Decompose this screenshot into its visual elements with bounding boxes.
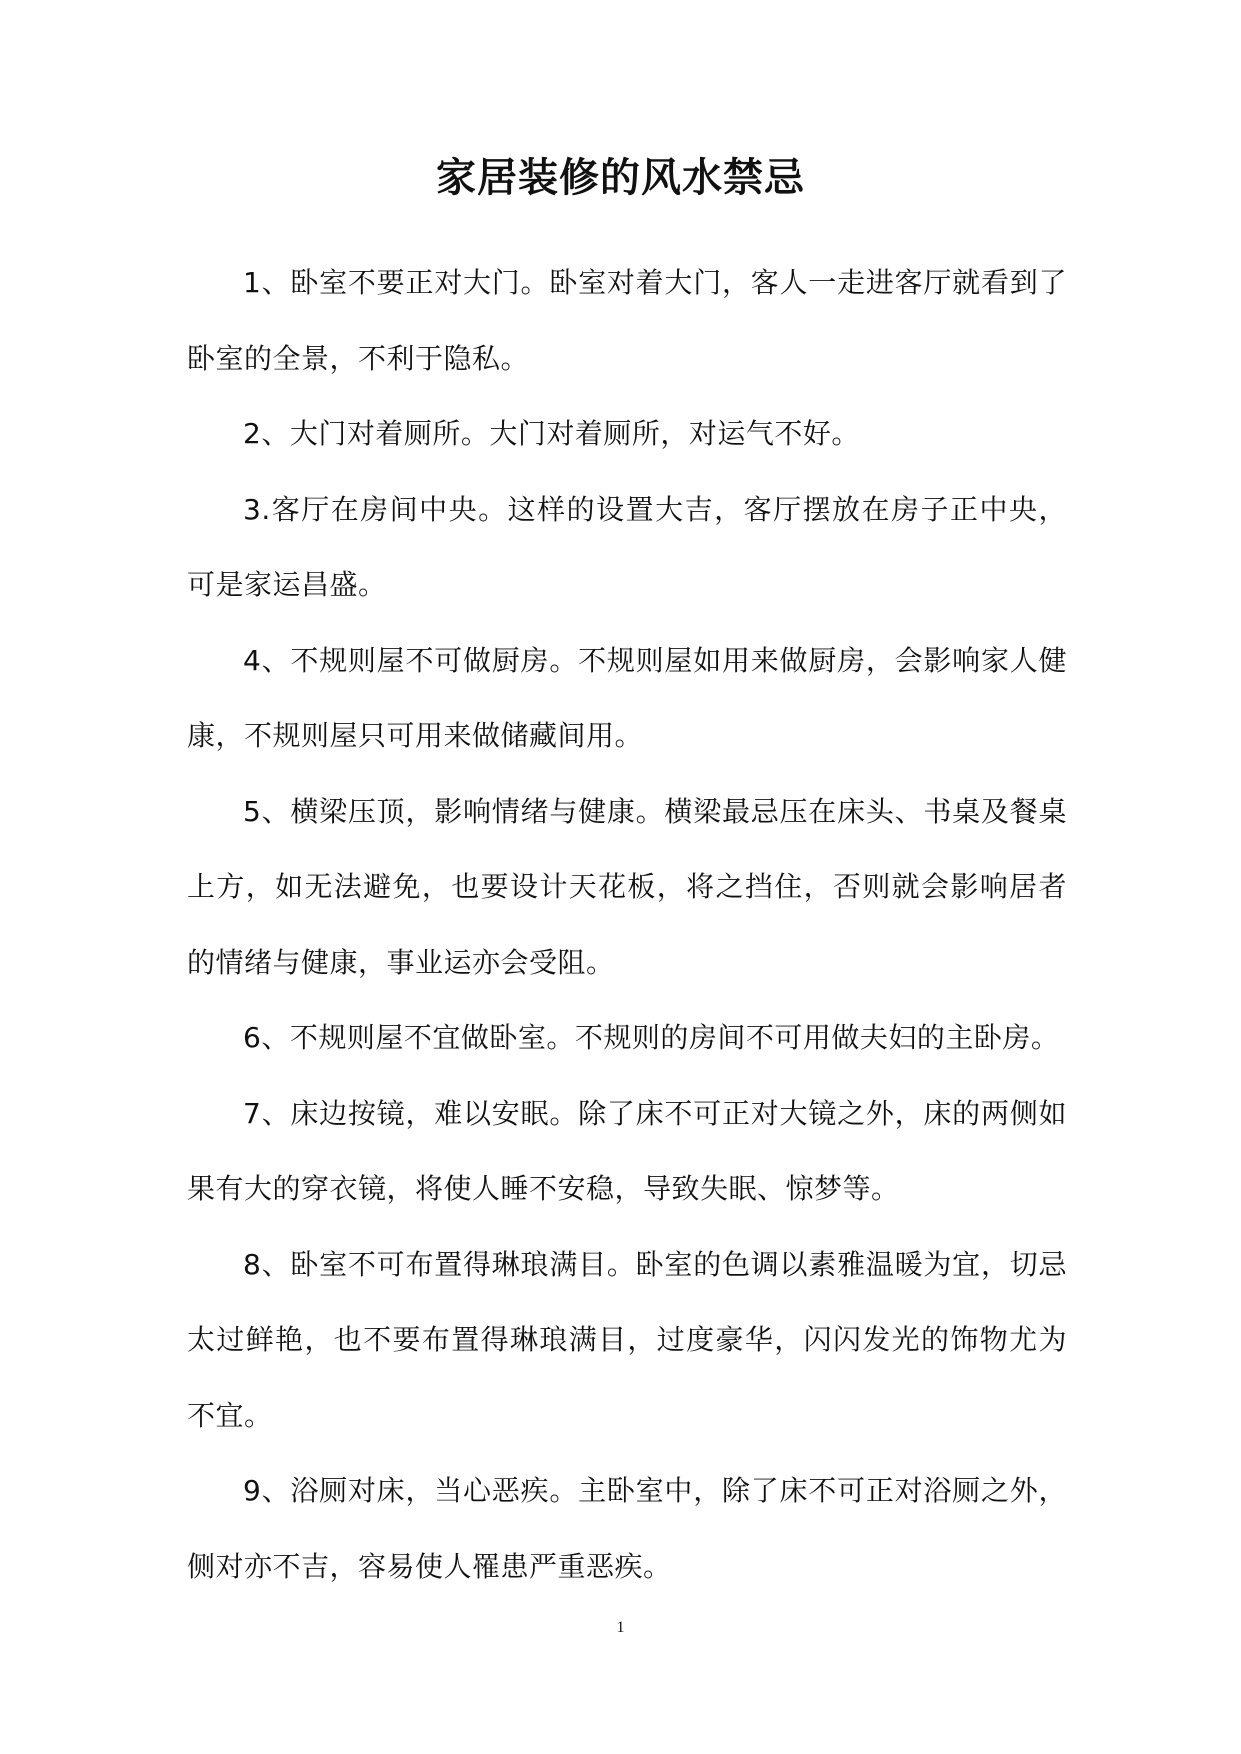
paragraph-6: 6、不规则屋不宜做卧室。不规则的房间不可用做夫妇的主卧房。 [243,1021,1060,1054]
page-number: 1 [616,1619,625,1636]
paragraph-2: 2、大门对着厕所。大门对着厕所，对运气不好。 [243,417,860,450]
paragraph-4: 4、不规则屋不可做厨房。不规则屋如用来做厨房，会影响家人健康，不规则屋只可用来做储藏间用。 [187,643,1067,752]
paragraph-8: 8、卧室不可布置得琳琅满目。卧室的色调以素雅温暖为宜，切忌太过鲜艳，也不要布置得琳琅满目，过度豪华，闪闪发光的饰物尤为不宜。 [187,1247,1067,1432]
paragraph-1: 1、卧室不要正对大门。卧室对着大门，客人一走进客厅就看到了卧室的全景，不利于隐私。 [187,266,1067,375]
paragraph-9: 9、浴厕对床，当心恶疾。主卧室中，除了床不可正对浴厕之外，侧对亦不吉，容易使人罹患严重恶疾。 [187,1474,1067,1583]
paragraph-3: 3.客厅在房间中央。这样的设置大吉，客厅摆放在房子正中央，可是家运昌盛。 [187,492,1067,601]
paragraph-5: 5、横梁压顶，影响情绪与健康。横梁最忌压在床头、书桌及餐桌上方，如无法避免，也要设计天花板，将之挡住，否则就会影响居者的情绪与健康，事业运亦会受阻。 [187,794,1067,979]
page-title: 家居装修的风水禁忌 [436,155,805,201]
document-body [187,245,1067,1604]
paragraph-7: 7、床边按镜，难以安眠。除了床不可正对大镜之外，床的两侧如果有大的穿衣镜，将使人睡不安稳，导致失眠、惊梦等。 [187,1096,1067,1205]
